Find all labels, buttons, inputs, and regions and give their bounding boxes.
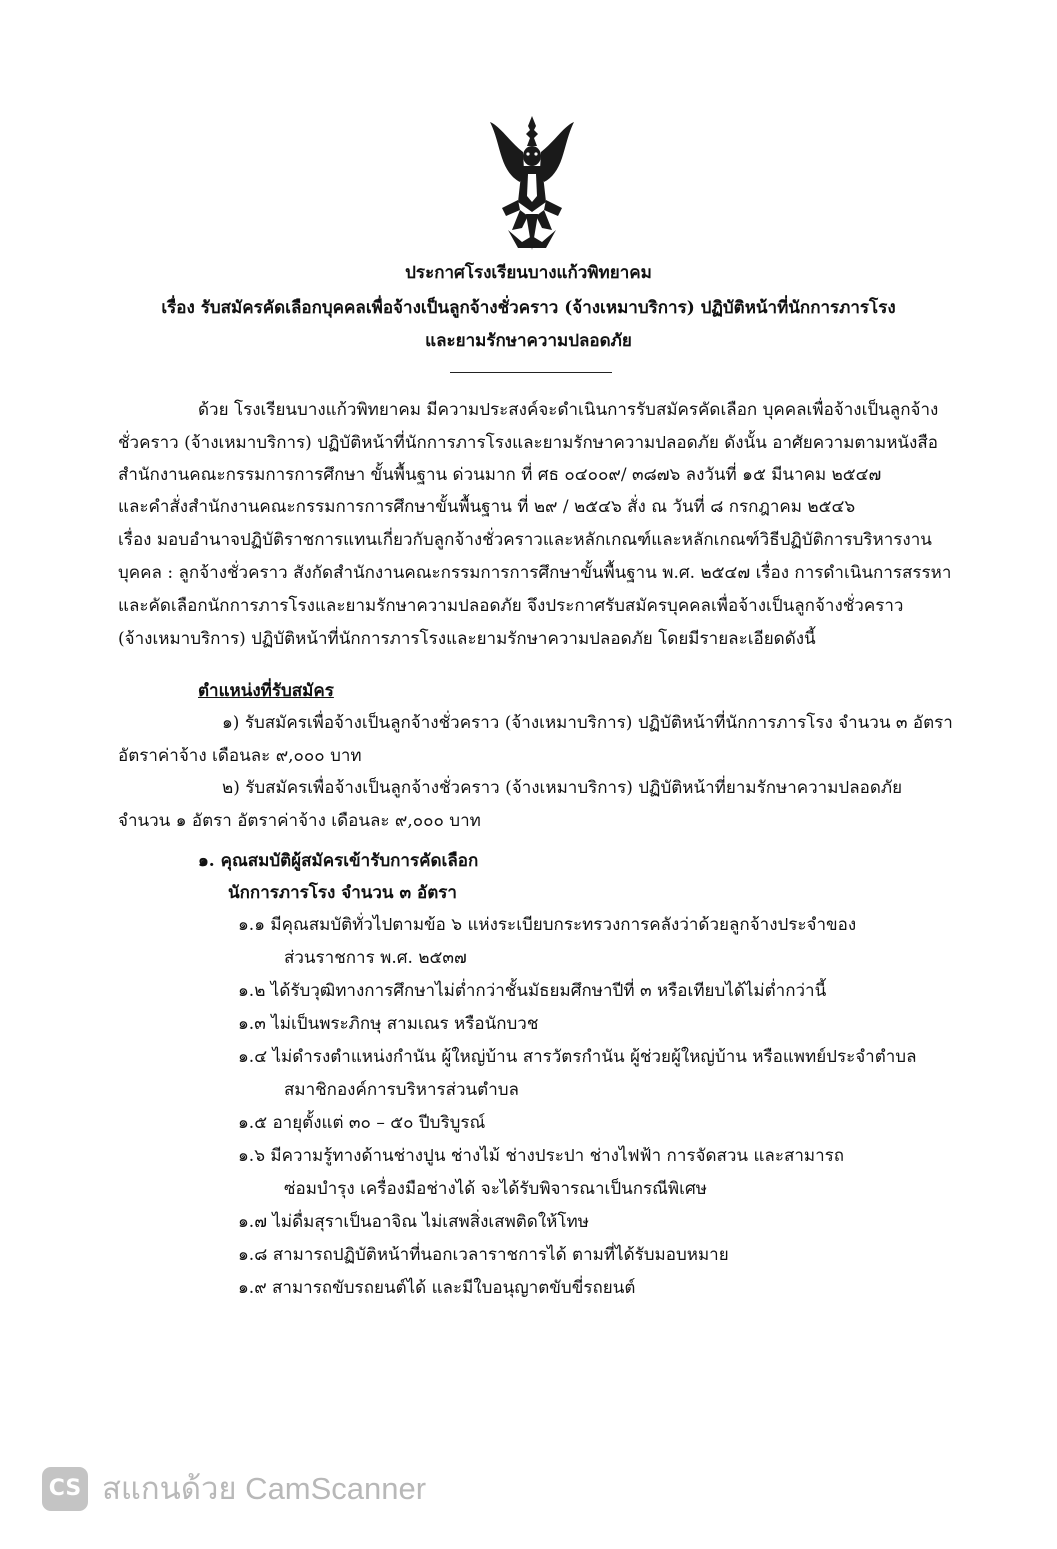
intro-line: ด้วย โรงเรียนบางแก้วพิทยาคม มีความประสงค์จะดำเนินการรับสมัครคัดเลือก บุคคลเพื่อจ้างเป็นลูกจ้าง <box>198 400 939 420</box>
position-item: ๒) รับสมัครเพื่อจ้างเป็นลูกจ้างชั่วคราว (จ้างเหมาบริการ) ปฏิบัติหน้าที่ยามรักษาความปลอดภัย <box>222 778 903 798</box>
announcement-subject-continued: และยามรักษาความปลอดภัย <box>425 331 632 351</box>
position-item-continued: อัตราค่าจ้าง เดือนละ ๙,๐๐๐ บาท <box>118 746 362 766</box>
qualification-item: ๑.๖ มีความรู้ทางด้านช่างปูน ช่างไม้ ช่างประปา ช่างไฟฟ้า การจัดสวน และสามารถ <box>238 1146 845 1166</box>
qualification-item-continued: ซ่อมบำรุง เครื่องมือช่างได้ จะได้รับพิจารณาเป็นกรณีพิเศษ <box>284 1179 707 1199</box>
intro-line: สำนักงานคณะกรรมการการศึกษา ขั้นพื้นฐาน ด่วนมาก ที่ ศธ ๐๔๐๐๙/ ๓๘๗๖ ลงวันที่ ๑๕ มีนาคม ๒๕๔๗ <box>118 465 882 485</box>
qualification-item: ๑.๓ ไม่เป็นพระภิกษุ สามเณร หรือนักบวช <box>238 1014 539 1034</box>
qualification-item-continued: ส่วนราชการ พ.ศ. ๒๕๓๗ <box>284 948 467 968</box>
qualification-item: ๑.๙ สามารถขับรถยนต์ได้ และมีใบอนุญาตขับขี่รถยนต์ <box>238 1278 636 1298</box>
camscanner-logo-icon: CS <box>42 1467 88 1511</box>
intro-line: และคำสั่งสำนักงานคณะกรรมการการศึกษาขั้นพื้นฐาน ที่ ๒๙ / ๒๕๔๖ สั่ง ณ วันที่ ๘ กรกฎาคม ๒๕๔๖ <box>118 497 856 517</box>
camscanner-watermark: สแกนด้วย CamScanner <box>102 1471 427 1506</box>
intro-line: เรื่อง มอบอำนาจปฏิบัติราชการแทนเกี่ยวกับลูกจ้างชั่วคราวและหลักเกณฑ์และหลักเกณฑ์วิธีปฏิบัติการบริหารงาน <box>118 530 932 550</box>
qualification-item: ๑.๗ ไม่ดื่มสุราเป็นอาจิณ ไม่เสพสิ่งเสพติดให้โทษ <box>238 1212 589 1232</box>
position-item: ๑) รับสมัครเพื่อจ้างเป็นลูกจ้างชั่วคราว (จ้างเหมาบริการ) ปฏิบัติหน้าที่นักการภารโรง จำนวน ๓ อัตรา <box>222 713 953 733</box>
qualifications-heading: ๑. คุณสมบัติผู้สมัครเข้ารับการคัดเลือก <box>198 851 479 871</box>
announcement-subject: เรื่อง รับสมัครคัดเลือกบุคคลเพื่อจ้างเป็นลูกจ้างชั่วคราว (จ้างเหมาบริการ) ปฏิบัติหน้าที่นักการภารโรง <box>161 298 896 318</box>
qualification-item: ๑.๔ ไม่ดำรงตำแหน่งกำนัน ผู้ใหญ่บ้าน สารวัตรกำนัน ผู้ช่วยผู้ใหญ่บ้าน หรือแพทย์ประจำตำบล <box>238 1047 917 1067</box>
header-divider <box>450 372 612 373</box>
qualification-item: ๑.๑ มีคุณสมบัติทั่วไปตามข้อ ๖ แห่งระเบียบกระทรวงการคลังว่าด้วยลูกจ้างประจำของ <box>238 915 857 935</box>
garuda-emblem-icon <box>482 112 582 254</box>
qualification-item: ๑.๕ อายุตั้งแต่ ๓๐ – ๕๐ ปีบริบูรณ์ <box>238 1113 486 1133</box>
position-item-continued: จำนวน ๑ อัตรา อัตราค่าจ้าง เดือนละ ๙,๐๐๐ บาท <box>118 811 481 831</box>
intro-line: (จ้างเหมาบริการ) ปฏิบัติหน้าที่นักการภารโรงและยามรักษาความปลอดภัย โดยมีรายละเอียดดังนี้ <box>118 629 816 649</box>
intro-line: และคัดเลือกนักการภารโรงและยามรักษาความปลอดภัย จึงประกาศรับสมัครบุคคลเพื่อจ้างเป็นลูกจ้างชั่วคราว <box>118 596 904 616</box>
intro-line: บุคคล : ลูกจ้างชั่วคราว สังกัดสำนักงานคณะกรรมการการศึกษาขั้นพื้นฐาน พ.ศ. ๒๕๔๗ เรื่อง การดำเนินการสรรหา <box>118 563 952 583</box>
positions-heading: ตำแหน่งที่รับสมัคร <box>198 681 334 701</box>
qualification-item-continued: สมาชิกองค์การบริหารส่วนตำบล <box>284 1080 519 1100</box>
announcement-title: ประกาศโรงเรียนบางแก้วพิทยาคม <box>405 263 652 283</box>
qualifications-subheading: นักการภารโรง จำนวน ๓ อัตรา <box>228 883 457 903</box>
qualification-item: ๑.๒ ได้รับวุฒิทางการศึกษาไม่ต่ำกว่าชั้นมัธยมศึกษาปีที่ ๓ หรือเทียบได้ไม่ต่ำกว่านี้ <box>238 981 827 1001</box>
qualification-item: ๑.๘ สามารถปฏิบัติหน้าที่นอกเวลาราชการได้ ตามที่ได้รับมอบหมาย <box>238 1245 729 1265</box>
intro-line: ชั่วคราว (จ้างเหมาบริการ) ปฏิบัติหน้าที่นักการภารโรงและยามรักษาความปลอดภัย ดังนั้น อาศัยความตามหนังสือ <box>118 433 938 453</box>
